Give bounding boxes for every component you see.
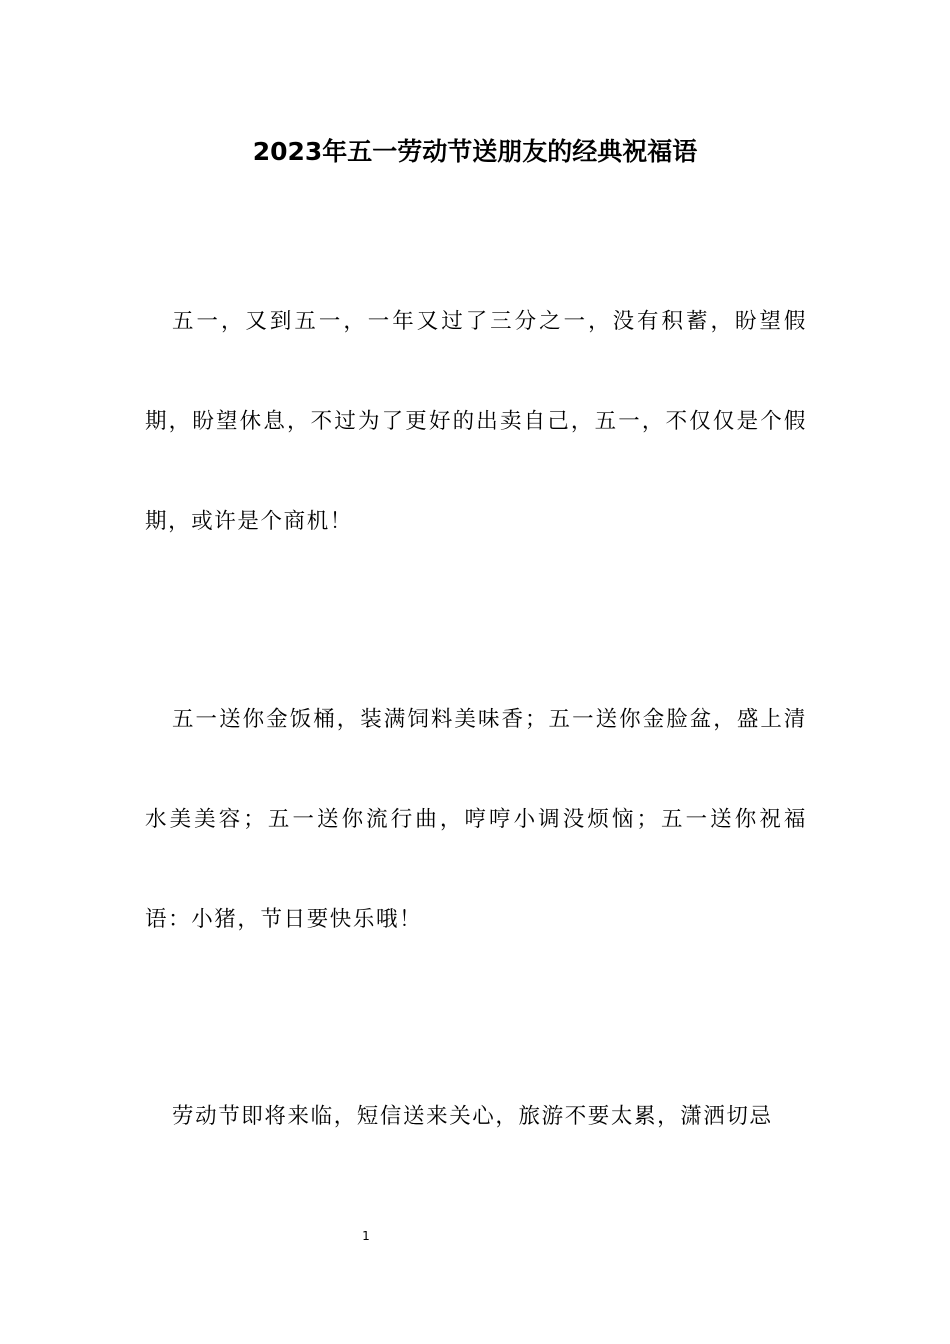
paragraph-3 [145, 1067, 807, 1167]
document-title: 2023年五一劳动节送朋友的经典祝福语 [252, 137, 698, 166]
paragraph-1 [145, 272, 807, 572]
paragraph-text: 五一，又到五一，一年又过了三分之一，没有积蓄，盼望假期，盼望休息，不过为了更好的出卖自己，五一，不仅仅是个假期，或许是个商机！ [145, 309, 807, 534]
page-number: 1 [362, 1229, 370, 1243]
paragraph-2 [145, 670, 807, 970]
paragraph-text: 五一送你金饭桶，装满饲料美味香；五一送你金脸盆，盛上清水美美容；五一送你流行曲，哼哼小调没烦恼；五一送你祝福语：小猪，节日要快乐哦！ [145, 707, 807, 932]
paragraph-text: 劳动节即将来临，短信送来关心，旅游不要太累，潇洒切忌 [172, 1104, 773, 1129]
